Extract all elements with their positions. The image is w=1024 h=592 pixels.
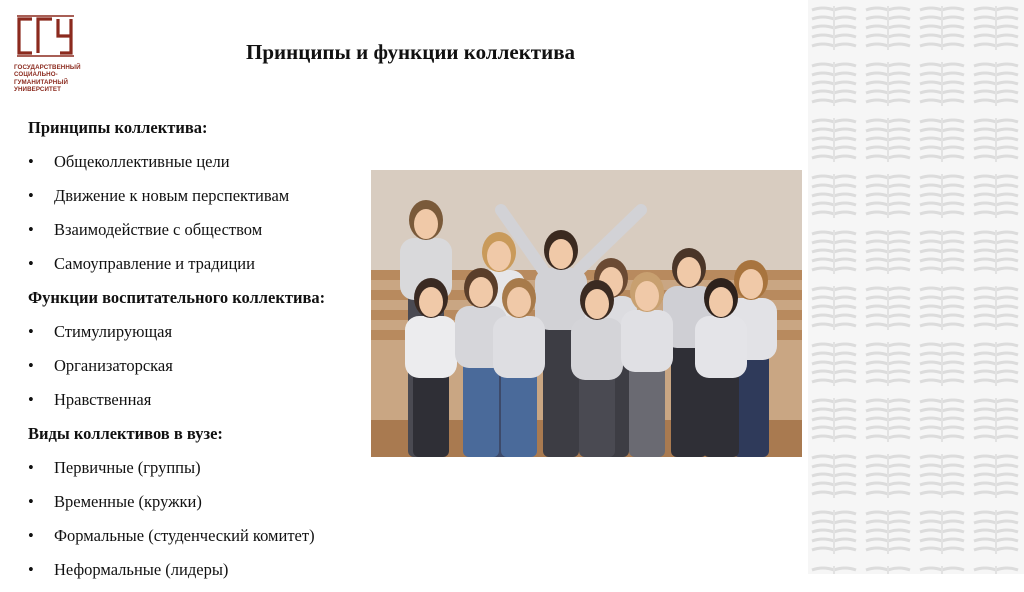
pattern-tile xyxy=(974,510,1018,554)
bullet-icon: • xyxy=(28,220,34,239)
pattern-tile xyxy=(812,174,856,218)
pattern-tile xyxy=(812,342,856,386)
list-item xyxy=(28,218,368,252)
bullet-icon: • xyxy=(28,560,34,579)
pattern-tile xyxy=(812,6,856,50)
logo-caption-line: ГУМАНИТАРНЫЙ xyxy=(14,78,69,86)
list-item xyxy=(28,490,368,524)
section-heading-principles: Принципы коллектива: xyxy=(28,118,208,137)
pattern-tile xyxy=(866,62,910,106)
list-item xyxy=(28,558,368,592)
pattern-tile xyxy=(866,398,910,442)
list-item xyxy=(28,320,368,354)
pattern-tile xyxy=(974,174,1018,218)
pattern-tile xyxy=(974,566,1018,574)
pattern-tile xyxy=(812,566,856,574)
pattern-tile xyxy=(866,566,910,574)
pattern-tile xyxy=(812,62,856,106)
pattern-tile xyxy=(866,286,910,330)
pattern-tile xyxy=(920,6,964,50)
pattern-tile xyxy=(974,286,1018,330)
pattern-tile xyxy=(920,174,964,218)
pattern-tile xyxy=(920,286,964,330)
section-heading-functions: Функции воспитательного коллектива: xyxy=(28,288,326,307)
list-item-text: Формальные (студенческий комитет) xyxy=(54,526,315,545)
list-item-text: Взаимодействие с обществом xyxy=(54,220,263,239)
pattern-tile xyxy=(866,342,910,386)
list-item xyxy=(28,354,368,388)
pattern-tile xyxy=(974,230,1018,274)
pattern-tile xyxy=(920,62,964,106)
logo-caption-line: УНИВЕРСИТЕТ xyxy=(14,86,62,94)
bullet-icon: • xyxy=(28,390,34,409)
list-item-text: Движение к новым перспективам xyxy=(54,186,290,205)
pattern-tile xyxy=(866,510,910,554)
slide-content xyxy=(28,116,368,592)
pattern-tile xyxy=(812,454,856,498)
list-item xyxy=(28,456,368,490)
bullet-icon: • xyxy=(28,492,34,511)
university-logo xyxy=(14,14,104,94)
list-item-text: Временные (кружки) xyxy=(54,492,202,511)
pattern-tile xyxy=(920,510,964,554)
pattern-tile xyxy=(920,398,964,442)
group-photo xyxy=(371,170,802,457)
pattern-tile xyxy=(812,230,856,274)
group-photo-illustration xyxy=(371,170,802,457)
list-item-text: Первичные (группы) xyxy=(54,458,201,477)
bullet-icon: • xyxy=(28,254,34,273)
slide-title: Принципы и функции коллектива xyxy=(246,40,576,64)
list-item xyxy=(28,524,368,558)
list-item xyxy=(28,252,368,286)
section-heading-types: Виды коллективов в вузе: xyxy=(28,424,223,443)
logo-caption-line: СОЦИАЛЬНО- xyxy=(14,71,58,79)
pattern-tile xyxy=(920,454,964,498)
logo-caption xyxy=(14,64,104,94)
pattern-tile xyxy=(974,6,1018,50)
list-item-text: Стимулирующая xyxy=(54,322,173,341)
list-item xyxy=(28,150,368,184)
pattern-tile xyxy=(866,6,910,50)
bullet-icon: • xyxy=(28,152,34,171)
logo-caption-line: ГОСУДАРСТВЕННЫЙ xyxy=(14,64,81,71)
pattern-tile xyxy=(920,230,964,274)
pattern-tile xyxy=(866,454,910,498)
bullet-icon: • xyxy=(28,526,34,545)
pattern-tile xyxy=(974,118,1018,162)
pattern-tile xyxy=(866,174,910,218)
list-item-text: Самоуправление и традиции xyxy=(54,254,255,273)
pattern-tile xyxy=(812,118,856,162)
bullet-icon: • xyxy=(28,458,34,477)
pattern-tile xyxy=(974,454,1018,498)
pattern-tile xyxy=(974,398,1018,442)
bullet-icon: • xyxy=(28,356,34,375)
pattern-tile xyxy=(812,510,856,554)
pattern-tile xyxy=(920,342,964,386)
bullet-icon: • xyxy=(28,322,34,341)
list-item xyxy=(28,388,368,422)
pattern-tile xyxy=(974,62,1018,106)
pattern-tile xyxy=(812,398,856,442)
pattern-tile xyxy=(920,118,964,162)
list-item xyxy=(28,184,368,218)
sgu-logo-mark xyxy=(14,14,76,58)
list-item-text: Неформальные (лидеры) xyxy=(54,560,229,579)
pattern-tile xyxy=(866,230,910,274)
decorative-pattern xyxy=(808,0,1024,574)
list-item-text: Нравственная xyxy=(54,390,152,409)
pattern-tile xyxy=(920,566,964,574)
pattern-tile xyxy=(866,118,910,162)
pattern-tile xyxy=(974,342,1018,386)
pattern-tile xyxy=(812,286,856,330)
list-item-text: Организаторская xyxy=(54,356,173,375)
list-item-text: Общеколлективные цели xyxy=(54,152,230,171)
bullet-icon: • xyxy=(28,186,34,205)
